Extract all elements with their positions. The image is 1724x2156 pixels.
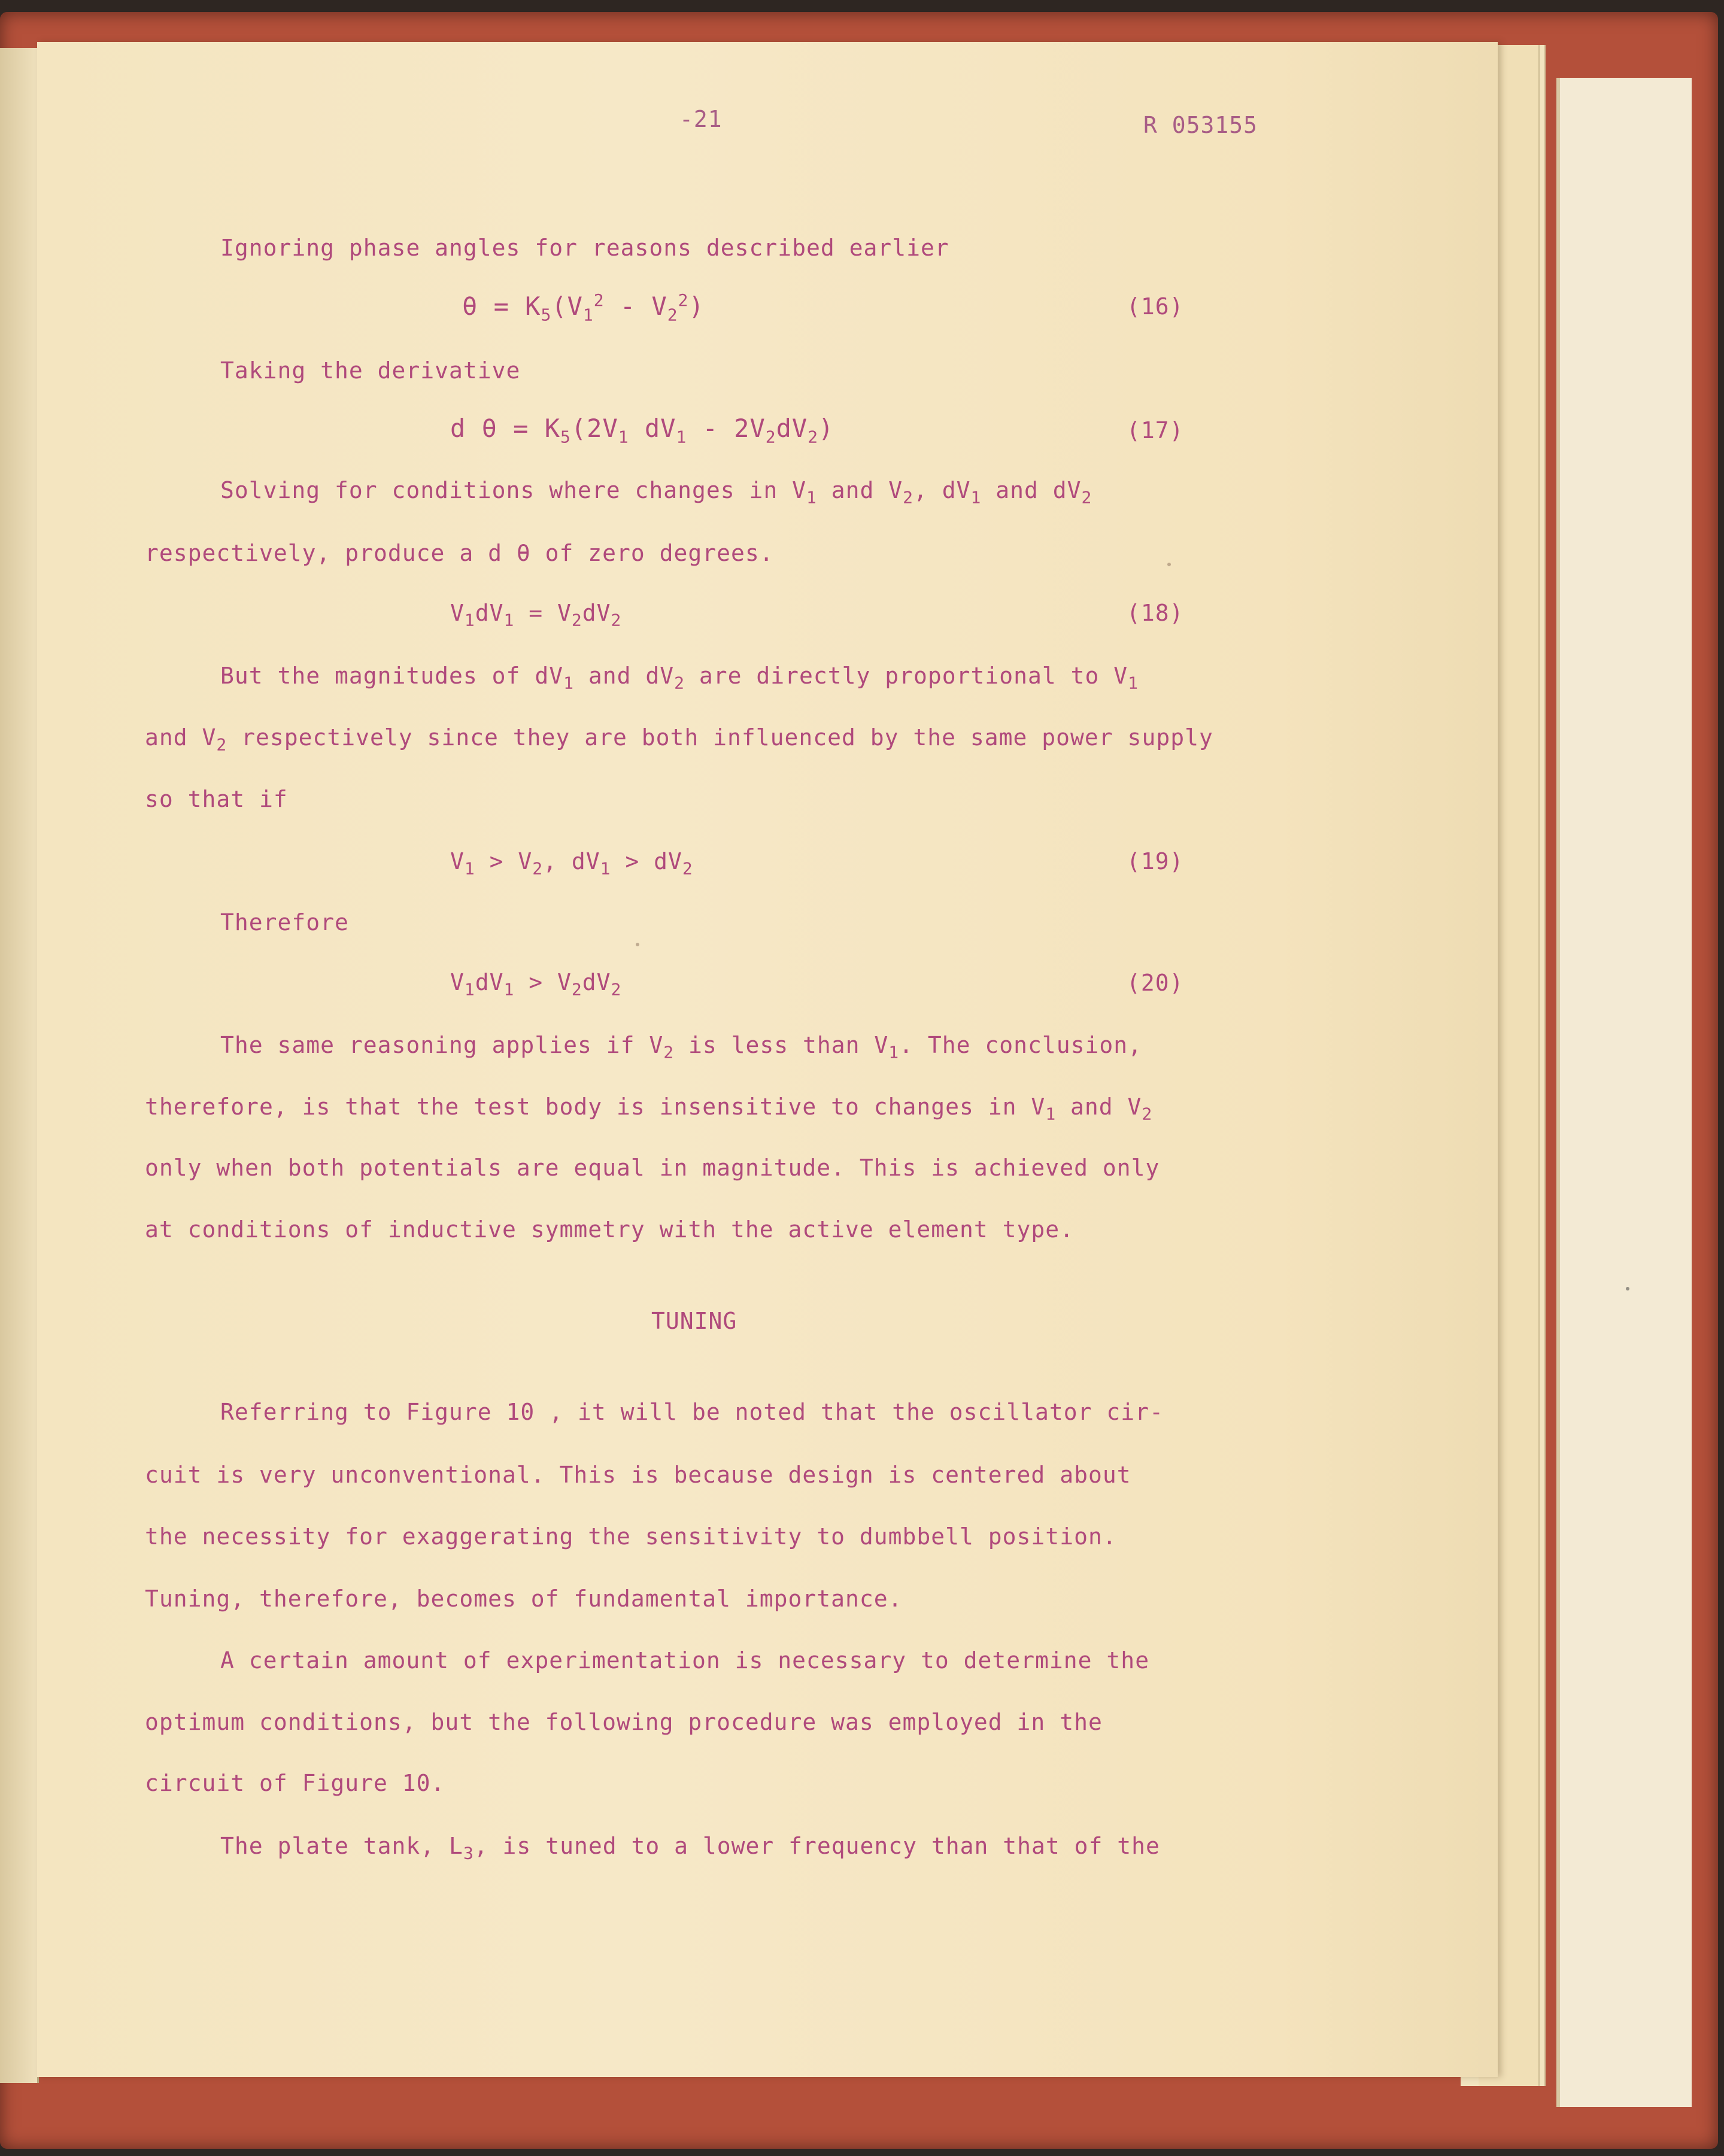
- equation-20-number: (20): [1127, 970, 1184, 996]
- so-that-if-line: so that if: [145, 786, 288, 812]
- same-line-3: only when both potentials are equal in magnitude. This is achieved only: [145, 1155, 1160, 1181]
- but-line-1: But the magnitudes of $dV_1$ and $dV_2$ are directly proportional to $V_1$: [220, 663, 1139, 693]
- plate-tank-line: The plate tank, $L_3$, is tuned to a lower frequency than that of the: [220, 1833, 1160, 1863]
- referring-line-2: cuit is very unconventional. This is because design is centered about: [145, 1462, 1131, 1488]
- paper-speck: [1167, 563, 1171, 566]
- certain-line-2: optimum conditions, but the following procedure was employed in the: [145, 1709, 1103, 1735]
- referring-line-4: Tuning, therefore, becomes of fundamental importance.: [145, 1586, 903, 1612]
- paper-speck: [636, 943, 639, 946]
- equation-20: $V_1dV_1 > V_2dV_2$: [450, 969, 622, 1000]
- equation-17-number: (17): [1127, 417, 1184, 444]
- taking-derivative-line: Taking the derivative: [220, 357, 521, 384]
- solving-line-2: respectively, produce a d θ of zero degrees.: [145, 540, 774, 566]
- same-line-1: The same reasoning applies if $V_2$ is less than $V_1$. The conclusion,: [220, 1032, 1143, 1062]
- but-line-2: and $V_2$ respectively since they are both influenced by the same power supply: [145, 724, 1213, 755]
- referring-line-1: Referring to Figure 10 , it will be noted that the oscillator cir-: [220, 1399, 1164, 1425]
- equation-18: $V_1dV_1 = V_2dV_2$: [450, 600, 622, 630]
- record-id: R 053155: [1143, 112, 1258, 138]
- same-line-4: at conditions of inductive symmetry with the active element type.: [145, 1216, 1075, 1243]
- certain-line-3: circuit of Figure 10.: [145, 1770, 445, 1796]
- same-line-2: therefore, is that the test body is insensitive to changes in $V_1$ and $V_2$: [145, 1094, 1153, 1124]
- referring-line-3: the necessity for exaggerating the sensitivity to dumbbell position.: [145, 1523, 1117, 1550]
- equation-16-number: (16): [1127, 293, 1184, 320]
- equation-19-number: (19): [1127, 848, 1184, 874]
- solving-line-1: Solving for conditions where changes in $V_1$ and $V_2$, $dV_1$ and $dV_2$: [220, 477, 1092, 508]
- section-heading-tuning: TUNING: [651, 1308, 737, 1334]
- paper-speck: [1626, 1287, 1629, 1290]
- therefore-line: Therefore: [220, 909, 349, 936]
- equation-19: $V_1 > V_2$, $dV_1 > dV_2$: [450, 848, 693, 879]
- equation-16: $\theta = K_5(V_1^2 - V_2^2)$: [462, 290, 705, 325]
- certain-line-1: A certain amount of experimentation is necessary to determine the: [220, 1647, 1150, 1674]
- page-number: -21: [679, 106, 723, 132]
- equation-17: d $\theta = K_5(2V_1$ $dV_1 - 2V_2dV_2$): [450, 414, 834, 447]
- intro-line: Ignoring phase angles for reasons described earlier: [220, 235, 949, 261]
- equation-18-number: (18): [1127, 600, 1184, 626]
